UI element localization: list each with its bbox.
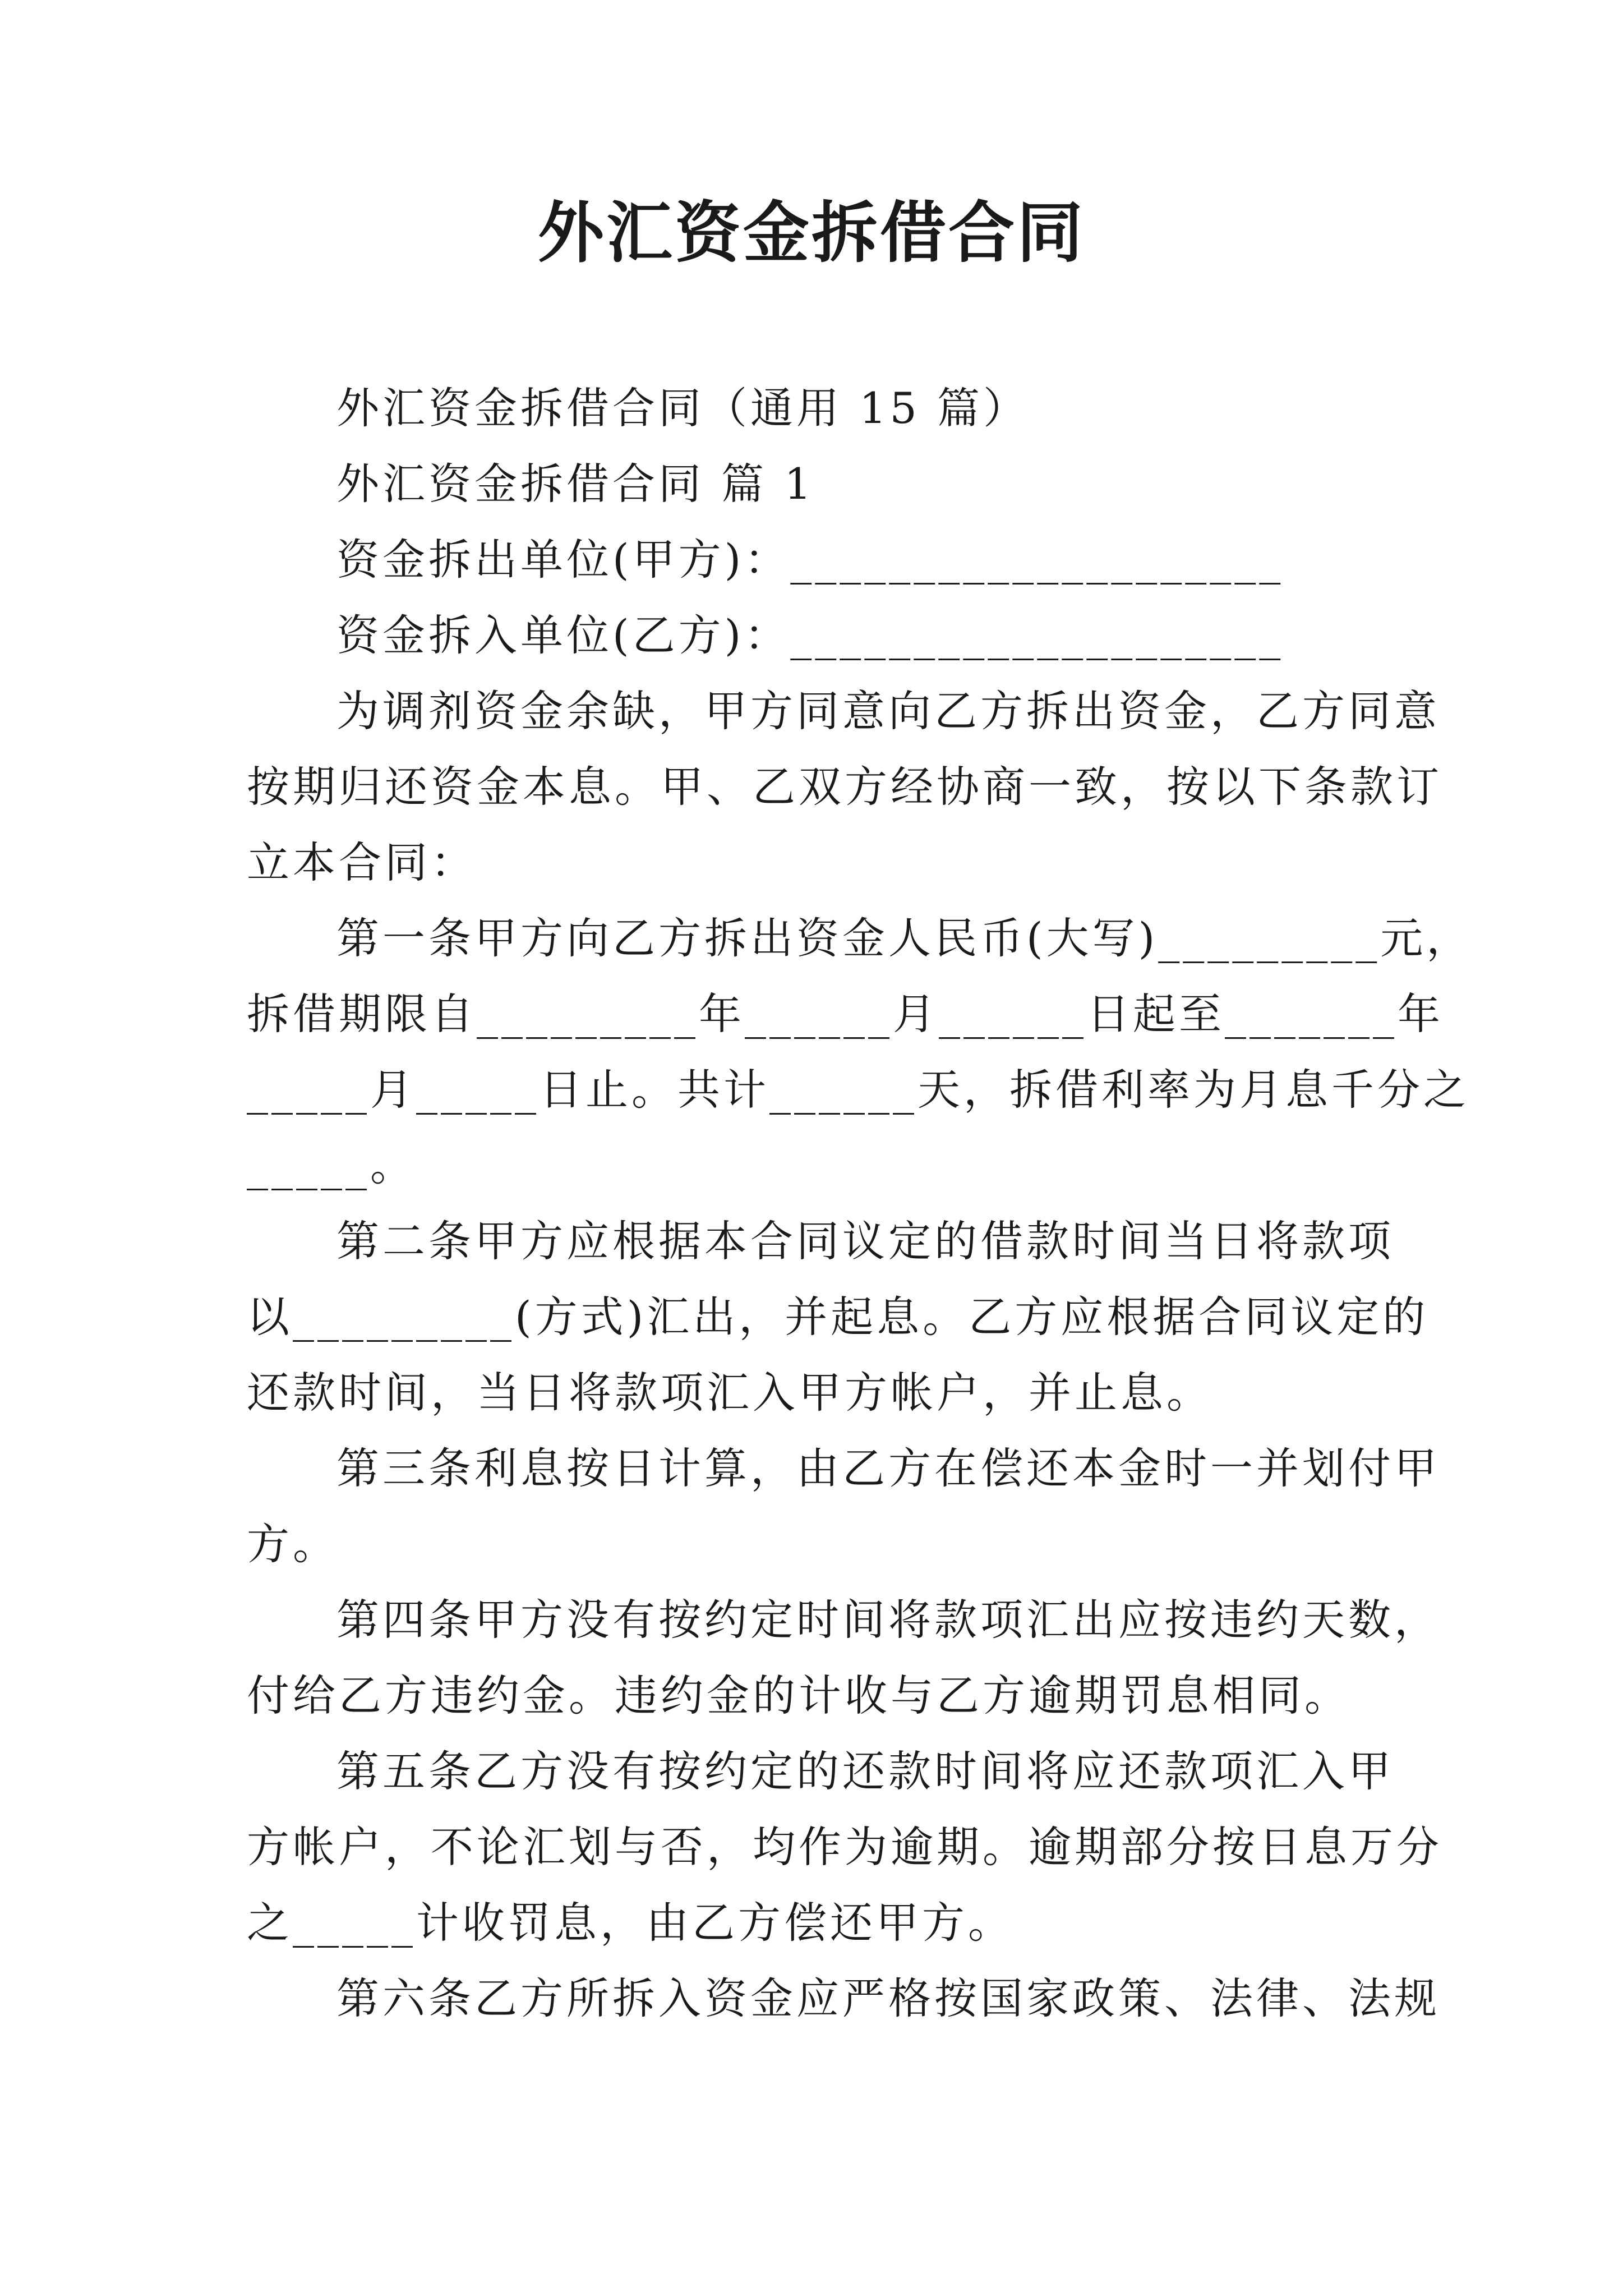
party-b-line: 资金拆入单位(乙方)：____________________: [336, 610, 1284, 660]
article-2-line: 以_________(方式)汇出，并起息。乙方应根据合同议定的: [247, 1292, 1429, 1342]
section-heading: 外汇资金拆借合同 篇 1: [336, 459, 815, 509]
article-4-line: 付给乙方违约金。违约金的计收与乙方逾期罚息相同。: [247, 1671, 1350, 1720]
article-3-line: 第三条利息按日计算，由乙方在偿还本金时一并划付甲: [336, 1443, 1440, 1493]
article-2-line: 还款时间，当日将款项汇入甲方帐户，并止息。: [247, 1368, 1212, 1418]
document-title: 外汇资金拆借合同: [537, 194, 1085, 272]
article-1-line: _____月_____日止。共计______天，拆借利率为月息千分之: [247, 1065, 1469, 1115]
preamble-line: 按期归还资金本息。甲、乙双方经协商一致，按以下条款订: [247, 762, 1442, 812]
article-3-line: 方。: [247, 1519, 339, 1569]
article-1-line: _____。: [247, 1140, 416, 1190]
article-5-line: 方帐户，不论汇划与否，均作为逾期。逾期部分按日息万分: [247, 1822, 1442, 1872]
preamble-line: 立本合同：: [247, 838, 477, 887]
article-5-line: 之_____计收罚息，由乙方偿还甲方。: [247, 1898, 1014, 1948]
article-4-line: 第四条甲方没有按约定时间将款项汇出应按违约天数，: [336, 1595, 1440, 1645]
article-1-line: 拆借期限自_________年______月______日起至_______年: [247, 989, 1444, 1039]
article-5-line: 第五条乙方没有按约定的还款时间将应还款项汇入甲: [336, 1746, 1394, 1796]
article-6-line: 第六条乙方所拆入资金应严格按国家政策、法律、法规: [336, 1973, 1440, 2023]
subtitle-line: 外汇资金拆借合同（通用 15 篇）: [336, 383, 1030, 433]
preamble-line: 为调剂资金余缺，甲方同意向乙方拆出资金，乙方同意: [336, 686, 1440, 736]
article-1-line: 第一条甲方向乙方拆出资金人民币(大写)_________元，: [336, 913, 1473, 963]
document-body: [247, 370, 1473, 2036]
party-a-line: 资金拆出单位(甲方)：____________________: [336, 535, 1284, 585]
article-2-line: 第二条甲方应根据本合同议定的借款时间当日将款项: [336, 1216, 1394, 1266]
